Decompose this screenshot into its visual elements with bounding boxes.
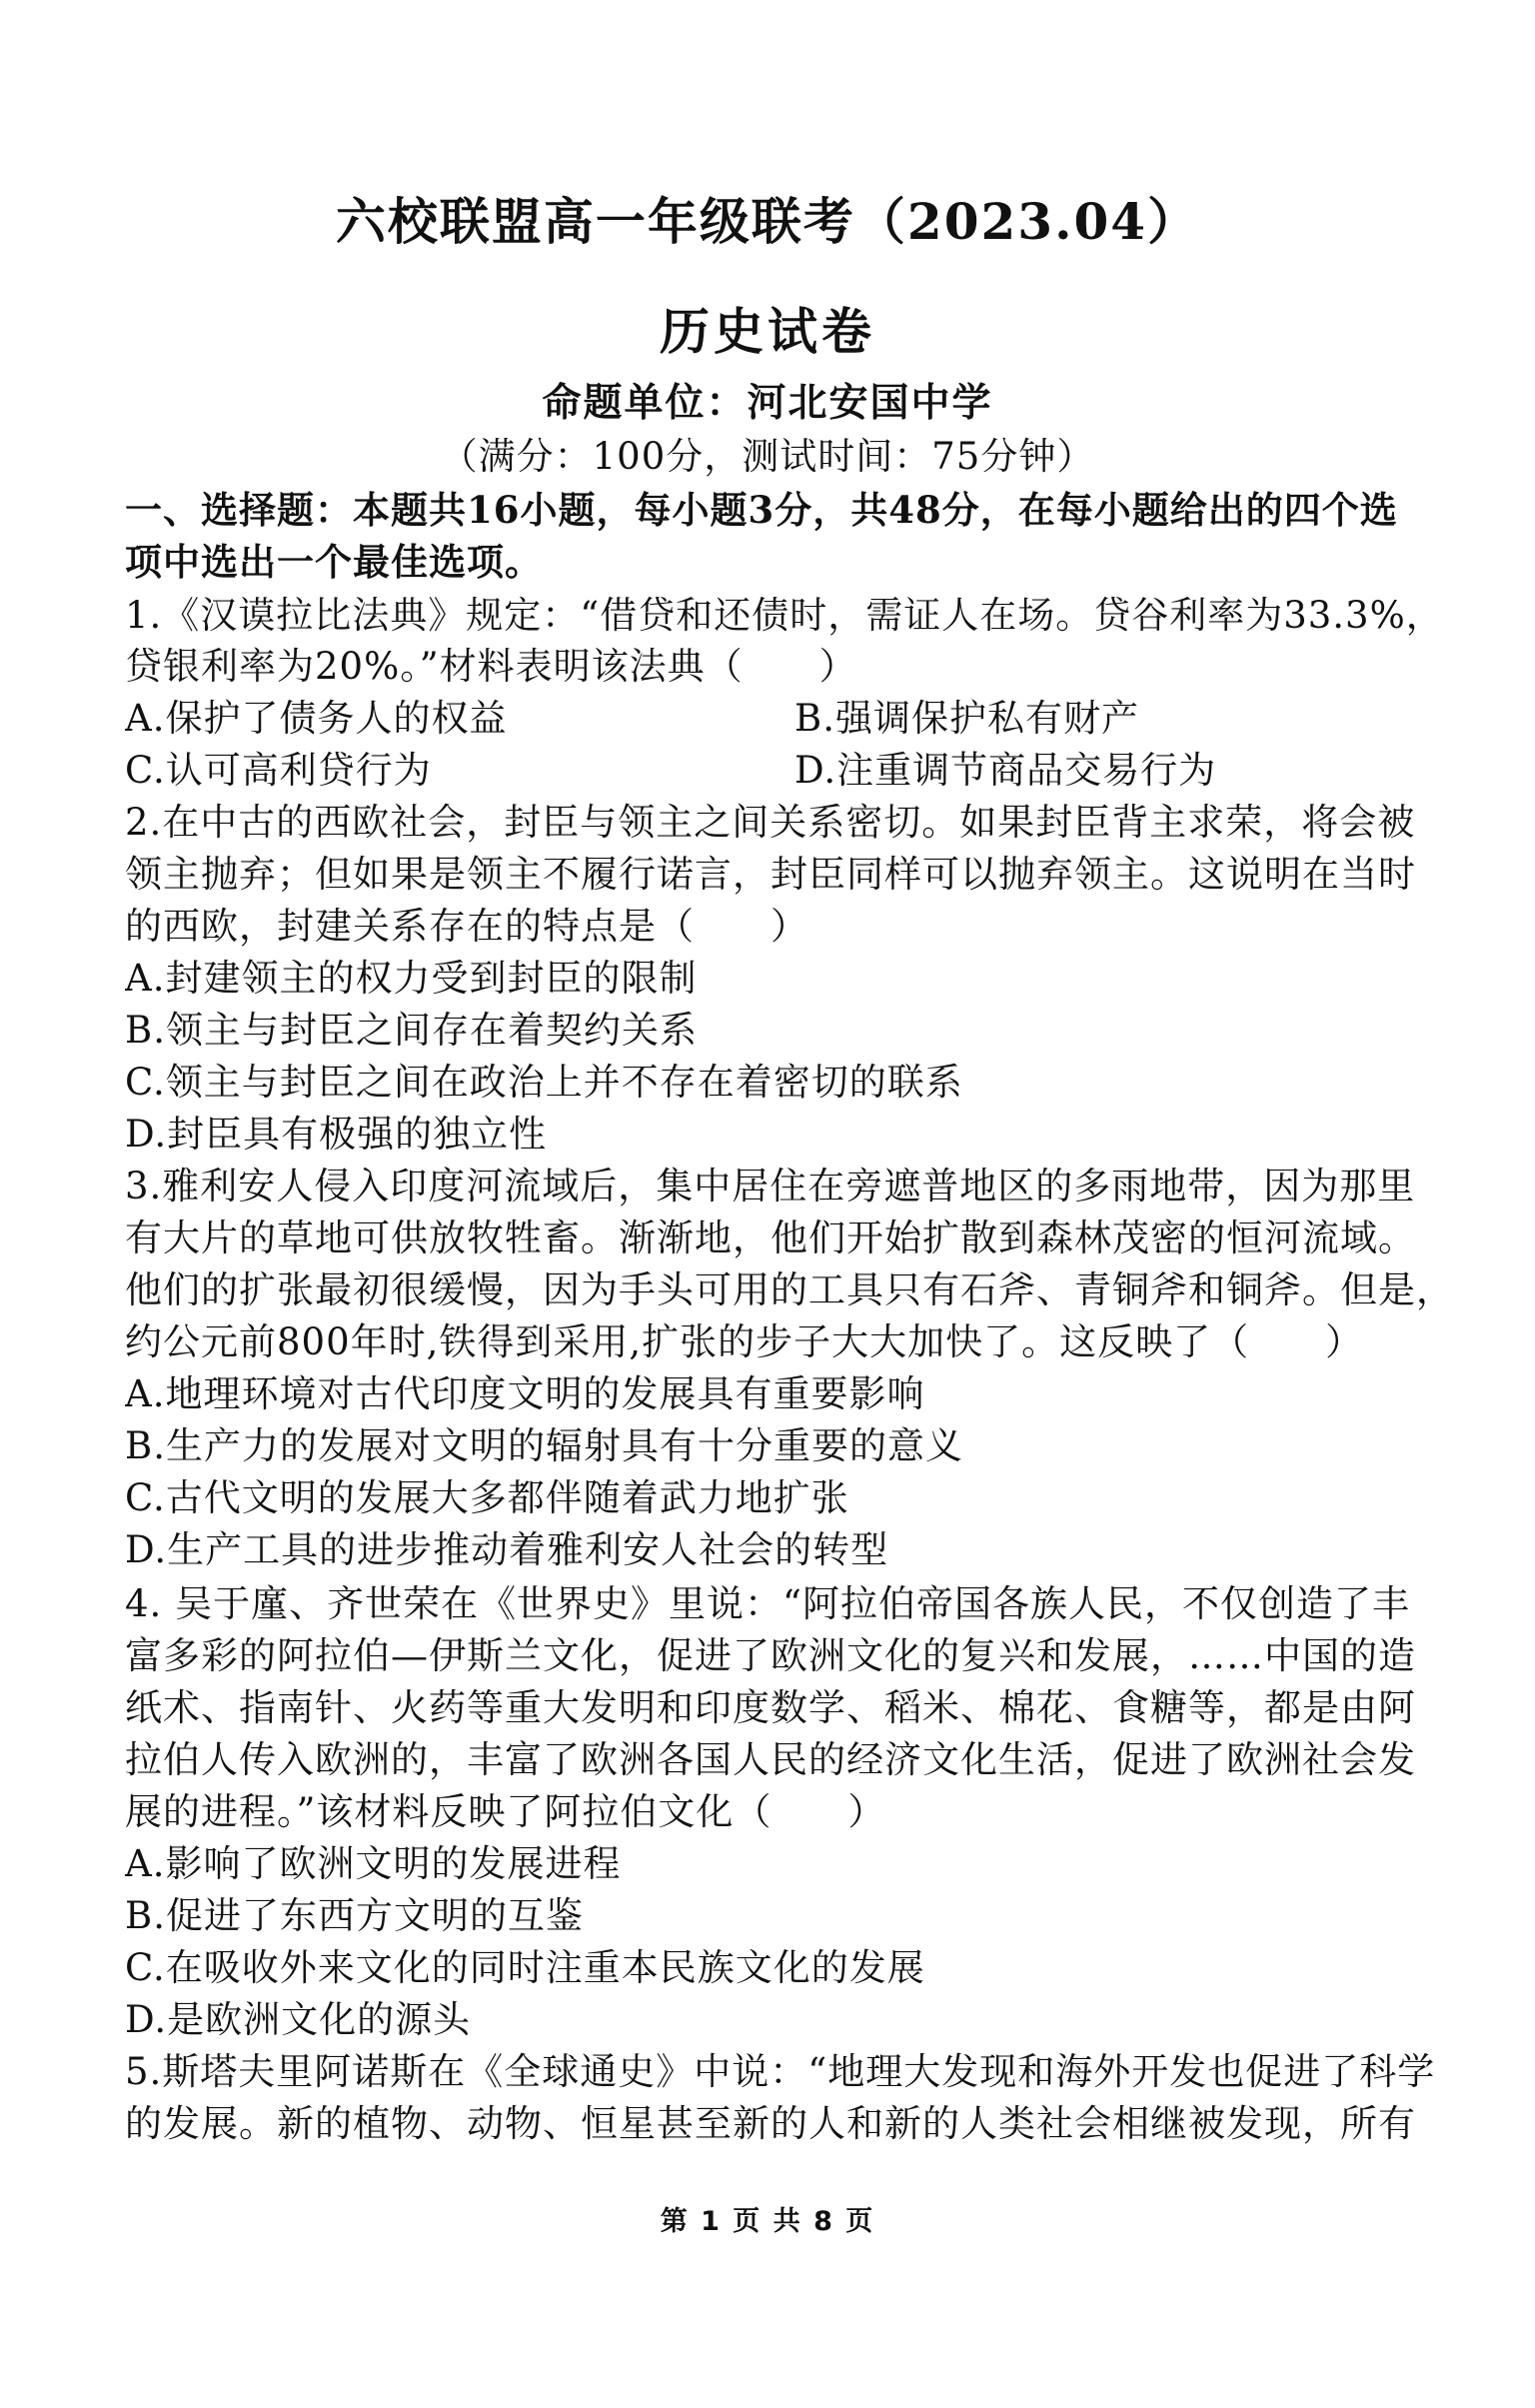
q4-stem-line: 纸术、指南针、火药等重大发明和印度数学、稻米、棉花、食糖等，都是由阿 <box>125 1686 1416 1729</box>
q4-option-b: B.促进了东西方文明的互鉴 <box>125 1894 584 1937</box>
q3-stem-line: 3.雅利安人侵入印度河流域后，集中居住在旁遮普地区的多雨地带，因为那里 <box>125 1165 1416 1207</box>
q4-stem-line: 富多彩的阿拉伯—伊斯兰文化，促进了欧洲文化的复兴和发展，……中国的造 <box>125 1634 1416 1677</box>
q4-stem-line: 4. 吴于廑、齐世荣在《世界史》里说：“阿拉伯帝国各族人民，不仅创造了丰 <box>125 1582 1410 1625</box>
q4-stem-line: 展的进程。”该材料反映了阿拉伯文化（ ） <box>125 1790 886 1833</box>
q3-option-d: D.生产工具的进步推动着雅利安人社会的转型 <box>125 1528 889 1571</box>
q4-option-d: D.是欧洲文化的源头 <box>125 1998 472 2041</box>
author-line: 命题单位：河北安国中学 <box>542 380 993 426</box>
q3-option-c: C.古代文明的发展大多都伴随着武力地扩张 <box>125 1476 849 1519</box>
q3-option-a: A.地理环境对古代印度文明的发展具有重要影响 <box>125 1372 925 1415</box>
q4-option-a: A.影响了欧洲文明的发展进程 <box>125 1842 622 1885</box>
q4-stem-line: 拉伯人传入欧洲的，丰富了欧洲各国人民的经济文化生活，促进了欧洲社会发 <box>125 1738 1416 1781</box>
q4-option-c: C.在吸收外来文化的同时注重本民族文化的发展 <box>125 1946 925 1989</box>
q2-stem-line: 领主抛弃；但如果是领主不履行诺言，封臣同样可以抛弃领主。这说明在当时 <box>125 853 1416 896</box>
q2-option-c: C.领主与封臣之间在政治上并不存在着密切的联系 <box>125 1061 963 1104</box>
section-heading-line-2: 项中选出一个最佳选项。 <box>125 540 543 584</box>
subject-title: 历史试卷 <box>660 302 875 361</box>
q2-stem-line: 2.在中古的西欧社会，封臣与领主之间关系密切。如果封臣背主求荣，将会被 <box>125 801 1416 844</box>
q2-stem-line: 的西欧，封建关系存在的特点是（ ） <box>125 905 808 948</box>
q1-stem-line: 1.《汉谟拉比法典》规定：“借贷和还债时，需证人在场。贷谷利率为33.3%， <box>125 594 1444 637</box>
q1-option-c: C.认可高利贷行为 <box>125 749 432 792</box>
q1-option-d: D.注重调节商品交易行为 <box>794 749 1217 792</box>
q2-option-d: D.封臣具有极强的独立性 <box>125 1113 548 1156</box>
q3-option-b: B.生产力的发展对文明的辐射具有十分重要的意义 <box>125 1424 963 1467</box>
exam-title: 六校联盟高一年级联考（2023.04） <box>335 192 1200 251</box>
page-number: 第 1 页 共 8 页 <box>660 2206 875 2237</box>
q3-stem-line: 有大片的草地可供放牧牲畜。渐渐地，他们开始扩散到森林茂密的恒河流域。 <box>125 1216 1416 1259</box>
q5-stem-line: 的发展。新的植物、动物、恒星甚至新的人和新的人类社会相继被发现，所有 <box>125 2102 1416 2145</box>
q2-option-b: B.领主与封臣之间存在着契约关系 <box>125 1009 698 1052</box>
q1-option-a: A.保护了债务人的权益 <box>125 697 508 740</box>
q2-option-a: A.封建领主的权力受到封臣的限制 <box>125 957 698 1000</box>
q1-stem-line: 贷银利率为20%。”材料表明该法典（ ） <box>125 645 857 688</box>
q1-option-b: B.强调保护私有财产 <box>794 697 1139 740</box>
exam-info: （满分：100分，测试时间：75分钟） <box>440 435 1095 478</box>
q3-stem-line: 他们的扩张最初很缓慢，因为手头可用的工具只有石斧、青铜斧和铜斧。但是， <box>125 1268 1454 1311</box>
q5-stem-line: 5.斯塔夫里阿诺斯在《全球通史》中说：“地理大发现和海外开发也促进了科学 <box>125 2050 1436 2093</box>
section-heading-line-1: 一、选择题：本题共16小题，每小题3分，共48分，在每小题给出的四个选 <box>125 488 1398 532</box>
q3-stem-line: 约公元前800年时,铁得到采用,扩张的步子大大加快了。这反映了（ ） <box>125 1320 1364 1363</box>
